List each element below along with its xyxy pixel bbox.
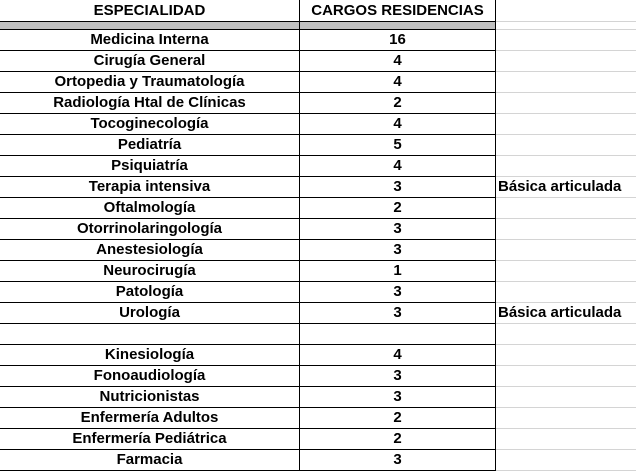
table-row: [0, 219, 636, 240]
especialidad-cell[interactable]: Pediatría: [0, 135, 300, 156]
especialidad-cell[interactable]: Fonoaudiología: [0, 366, 300, 387]
cargos-cell[interactable]: 4: [300, 114, 496, 135]
separator-cell[interactable]: [0, 22, 300, 30]
especialidad-cell[interactable]: Neurocirugía: [0, 261, 300, 282]
separator-cell[interactable]: [496, 22, 636, 30]
cargos-cell[interactable]: 3: [300, 219, 496, 240]
cargos-cell[interactable]: 4: [300, 156, 496, 177]
nota-cell[interactable]: [496, 114, 636, 135]
especialidad-cell[interactable]: Medicina Interna: [0, 30, 300, 51]
especialidad-cell[interactable]: [0, 324, 300, 345]
nota-cell[interactable]: [496, 282, 636, 303]
table-row: [0, 135, 636, 156]
nota-cell[interactable]: [496, 51, 636, 72]
especialidad-cell[interactable]: Anestesiología: [0, 240, 300, 261]
header-especialidad[interactable]: ESPECIALIDAD: [0, 0, 300, 22]
cargos-cell[interactable]: 3: [300, 366, 496, 387]
table-row: [0, 93, 636, 114]
especialidad-cell[interactable]: Terapia intensiva: [0, 177, 300, 198]
cargos-cell[interactable]: 4: [300, 51, 496, 72]
nota-cell[interactable]: [496, 219, 636, 240]
cargos-cell[interactable]: 3: [300, 303, 496, 324]
cargos-cell[interactable]: 2: [300, 408, 496, 429]
table-row: [0, 198, 636, 219]
especialidad-cell[interactable]: Enfermería Adultos: [0, 408, 300, 429]
nota-cell[interactable]: Básica articulada: [496, 303, 636, 324]
cargos-cell[interactable]: 4: [300, 345, 496, 366]
especialidad-cell[interactable]: Oftalmología: [0, 198, 300, 219]
table-row: [0, 303, 636, 324]
table-row: [0, 240, 636, 261]
nota-cell[interactable]: [496, 240, 636, 261]
cargos-cell[interactable]: 2: [300, 93, 496, 114]
separator-row: [0, 22, 636, 30]
cargos-cell[interactable]: [300, 324, 496, 345]
separator-cell[interactable]: [300, 22, 496, 30]
header-cargos[interactable]: CARGOS RESIDENCIAS: [300, 0, 496, 22]
nota-cell[interactable]: Básica articulada: [496, 177, 636, 198]
nota-cell[interactable]: [496, 366, 636, 387]
table-row: [0, 114, 636, 135]
table-row: [0, 450, 636, 471]
especialidad-cell[interactable]: Nutricionistas: [0, 387, 300, 408]
cargos-cell[interactable]: 3: [300, 450, 496, 471]
nota-cell[interactable]: [496, 345, 636, 366]
nota-cell[interactable]: [496, 429, 636, 450]
nota-cell[interactable]: [496, 30, 636, 51]
especialidad-cell[interactable]: Radiología Htal de Clínicas: [0, 93, 300, 114]
nota-cell[interactable]: [496, 261, 636, 282]
nota-cell[interactable]: [496, 198, 636, 219]
nota-cell[interactable]: [496, 72, 636, 93]
especialidad-cell[interactable]: Tocoginecología: [0, 114, 300, 135]
nota-cell[interactable]: [496, 135, 636, 156]
cargos-cell[interactable]: 3: [300, 282, 496, 303]
cargos-cell[interactable]: 1: [300, 261, 496, 282]
especialidad-cell[interactable]: Cirugía General: [0, 51, 300, 72]
table-row: [0, 429, 636, 450]
cargos-cell[interactable]: 3: [300, 240, 496, 261]
table-row: [0, 156, 636, 177]
nota-cell[interactable]: [496, 450, 636, 471]
table-row: [0, 72, 636, 93]
table-row: [0, 261, 636, 282]
nota-cell[interactable]: [496, 387, 636, 408]
table-row: [0, 387, 636, 408]
table-row: [0, 30, 636, 51]
especialidad-cell[interactable]: Kinesiología: [0, 345, 300, 366]
especialidad-cell[interactable]: Otorrinolaringología: [0, 219, 300, 240]
cargos-cell[interactable]: 2: [300, 429, 496, 450]
especialidad-cell[interactable]: Psiquiatría: [0, 156, 300, 177]
table-row: [0, 51, 636, 72]
cargos-cell[interactable]: 3: [300, 177, 496, 198]
table-row: [0, 345, 636, 366]
table-body: [0, 30, 636, 471]
nota-cell[interactable]: [496, 156, 636, 177]
table-row: [0, 177, 636, 198]
especialidad-cell[interactable]: Urología: [0, 303, 300, 324]
table-row: [0, 366, 636, 387]
especialidad-cell[interactable]: Patología: [0, 282, 300, 303]
cargos-cell[interactable]: 5: [300, 135, 496, 156]
header-row: [0, 0, 636, 22]
nota-cell[interactable]: [496, 324, 636, 345]
especialidad-cell[interactable]: Farmacia: [0, 450, 300, 471]
nota-cell[interactable]: [496, 408, 636, 429]
table-row: [0, 408, 636, 429]
header-empty-cell[interactable]: [496, 0, 636, 22]
cargos-cell[interactable]: 2: [300, 198, 496, 219]
table-row: [0, 282, 636, 303]
cargos-cell[interactable]: 3: [300, 387, 496, 408]
table-row: [0, 324, 636, 345]
cargos-cell[interactable]: 16: [300, 30, 496, 51]
especialidad-cell[interactable]: Enfermería Pediátrica: [0, 429, 300, 450]
especialidad-cell[interactable]: Ortopedia y Traumatología: [0, 72, 300, 93]
nota-cell[interactable]: [496, 93, 636, 114]
cargos-cell[interactable]: 4: [300, 72, 496, 93]
